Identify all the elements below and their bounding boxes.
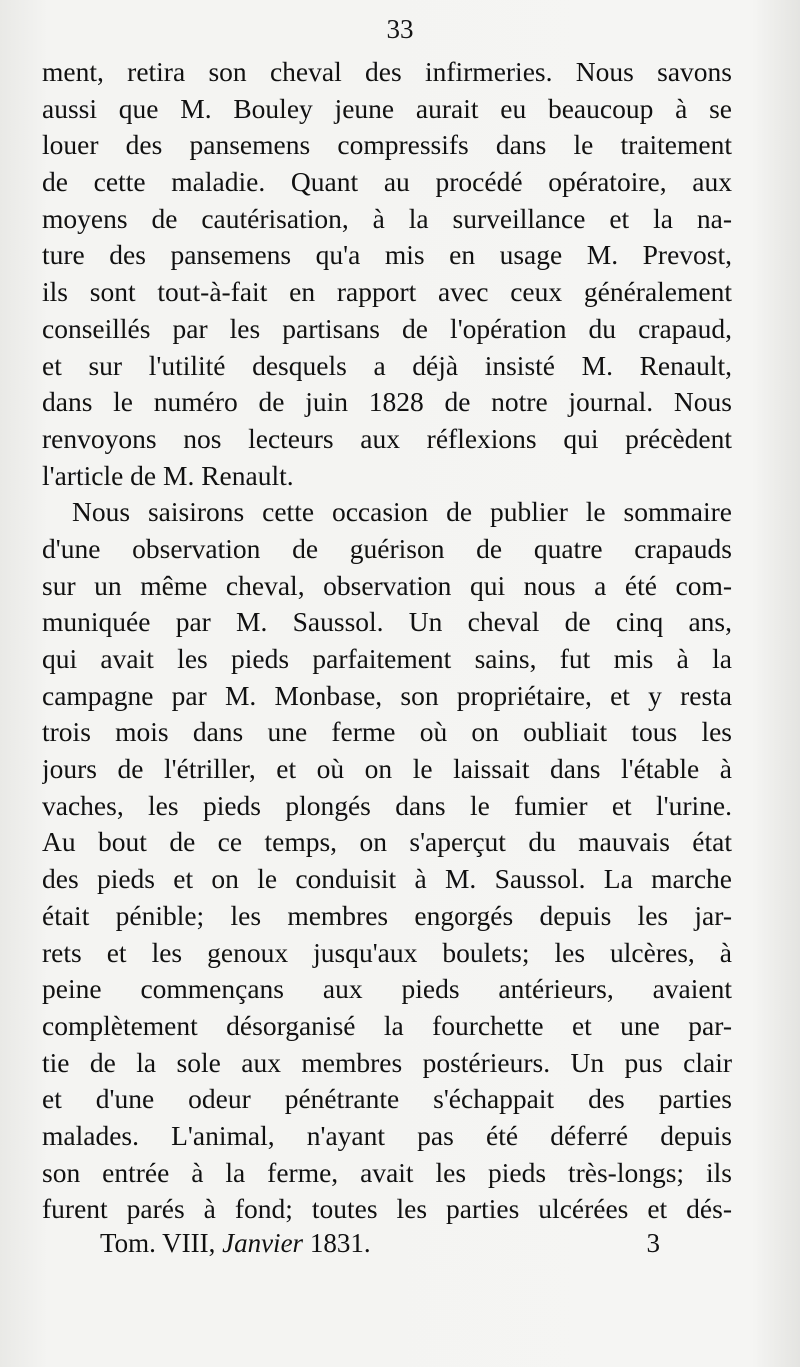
volume-date: [100, 1228, 371, 1259]
signature-mark: 3: [646, 1228, 660, 1258]
text-line: conseillés par les partisans de l'opération du crapaud,: [42, 312, 732, 344]
text-line: aussi que M. Bouley jeune aurait eu beaucoup à se: [42, 92, 732, 124]
paragraph-start-line: Nous saisirons cette occasion de publier le sommaire: [72, 496, 732, 528]
text-line: son entrée à la ferme, avait les pieds très-longs; ils: [42, 1156, 732, 1188]
text-line: était pénible; les membres engorgés depuis les jar-: [42, 899, 732, 931]
text-line: jours de l'étriller, et où on le laissait dans l'étable à: [42, 753, 732, 785]
text-line: vaches, les pieds plongés dans le fumier et l'urine.: [42, 789, 732, 821]
text-line: ture des pansemens qu'a mis en usage M. Prevost,: [42, 239, 732, 271]
text-line: peine commençans aux pieds antérieurs, avaient: [42, 973, 732, 1005]
text-line: tie de la sole aux membres postérieurs. Un pus clair: [42, 1046, 732, 1078]
text-line: moyens de cautérisation, à la surveillance et la na-: [42, 202, 732, 234]
text-line: muniquée par M. Saussol. Un cheval de cinq ans,: [42, 606, 732, 638]
text-line: louer des pansemens compressifs dans le traitement: [42, 129, 732, 161]
text-line: dans le numéro de juin 1828 de notre journal. Nous: [42, 386, 732, 418]
text-line: des pieds et on le conduisit à M. Saussol. La marche: [42, 863, 732, 895]
text-line: furent parés à fond; toutes les parties ulcérées et dés-: [42, 1193, 732, 1225]
text-line: rets et les genoux jusqu'aux boulets; les ulcères, à: [42, 936, 732, 968]
text-line: trois mois dans une ferme où on oubliait tous les: [42, 716, 732, 748]
page-number: 33: [386, 14, 414, 44]
month-label: Janvier: [222, 1228, 304, 1258]
text-line: Au bout de ce temps, on s'aperçut du mauvais état: [42, 826, 732, 858]
year-label: 1831.: [309, 1228, 371, 1258]
text-line: et sur l'utilité desquels a déjà insisté M. Renault,: [42, 349, 732, 381]
text-line: et d'une odeur pénétrante s'échappait des parties: [42, 1083, 732, 1115]
text-line: ils sont tout-à-fait en rapport avec ceux généralement: [42, 276, 732, 308]
text-line: renvoyons nos lecteurs aux réflexions qui précèdent: [42, 422, 732, 454]
text-line: complètement désorganisé la fourchette et une par-: [42, 1009, 732, 1041]
text-line: campagne par M. Monbase, son propriétaire, et y resta: [42, 679, 732, 711]
volume-label: Tom. VIII,: [100, 1228, 216, 1258]
body-text: [42, 54, 732, 1228]
text-line: de cette maladie. Quant au procédé opératoire, aux: [42, 166, 732, 198]
text-line: malades. L'animal, n'ayant pas été déferré depuis: [42, 1119, 732, 1151]
page-footer: [100, 1228, 660, 1264]
text-line: d'une observation de guérison de quatre crapauds: [42, 532, 732, 564]
text-line: qui avait les pieds parfaitement sains, fut mis à la: [42, 643, 732, 674]
text-line: ment, retira son cheval des infirmeries. Nous savons: [42, 56, 732, 87]
text-line: sur un même cheval, observation qui nous a été com-: [42, 569, 732, 601]
paragraph-end-line: l'article de M. Renault.: [42, 459, 294, 491]
